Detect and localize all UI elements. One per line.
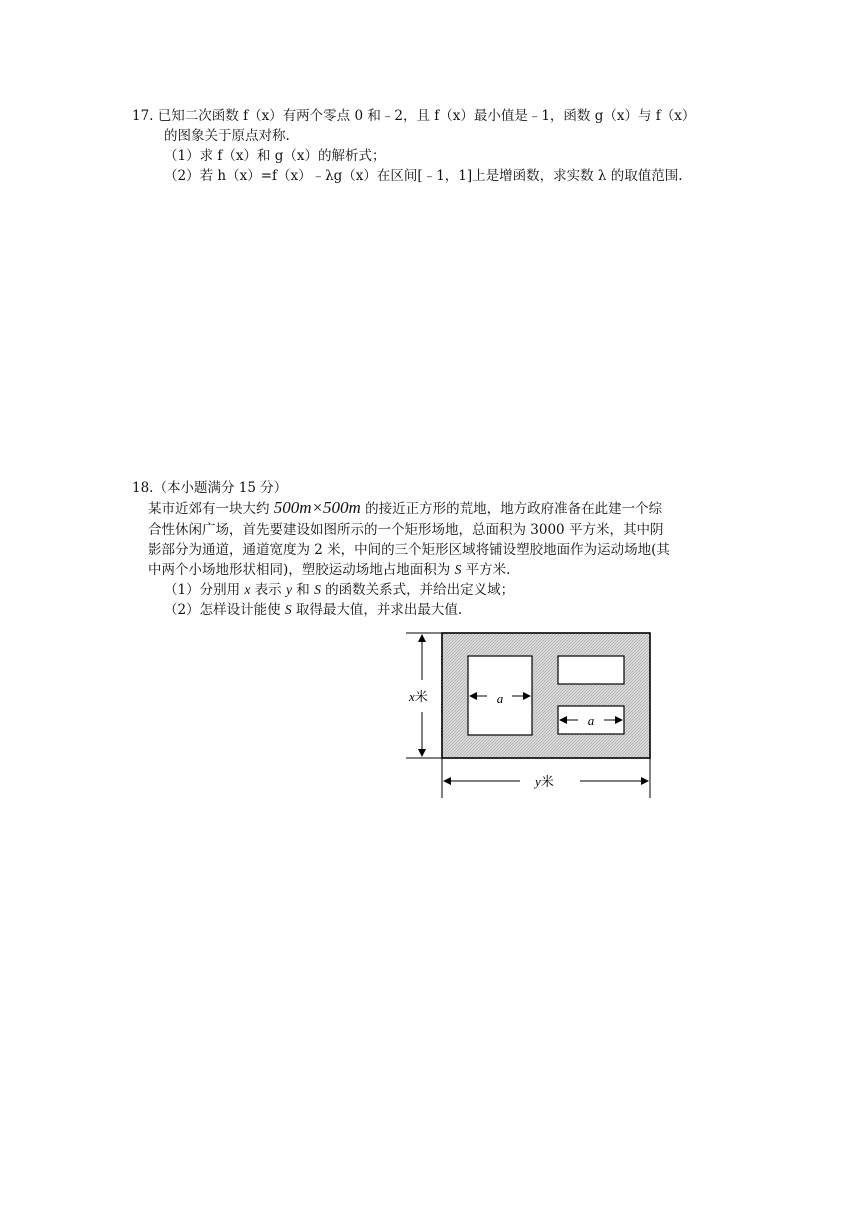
part1-b: 表示	[250, 582, 286, 598]
problem-18-header	[132, 478, 287, 498]
label-a-right: a	[587, 713, 595, 728]
problem-18-line-2: 合性休闲广场，首先要建设如图所示的一个矩形场地，总面积为 3000 平方米，其中阴	[148, 522, 664, 538]
part1-var-y: y	[285, 582, 292, 597]
problem-18-var-S: S	[454, 562, 462, 577]
problem-18-line-1-pre: 某市近郊有一块大约	[148, 501, 274, 517]
part1-var-x: x	[244, 582, 251, 597]
label-a-left: a	[496, 691, 504, 706]
problem-18-number: 18.	[132, 480, 154, 496]
part1-var-S: S	[314, 582, 321, 597]
problem-17-line-1	[132, 106, 695, 126]
part2-a: （2）怎样设计能使	[164, 602, 285, 618]
part1-c: 和	[291, 582, 315, 598]
problem-18-part-1	[164, 580, 514, 600]
part2-var-S: S	[284, 602, 292, 617]
problem-18-line-4-post: 平方米.	[461, 562, 511, 578]
problem-18-part-2	[164, 600, 462, 620]
part2-b: 取得最大值，并求出最大值.	[291, 602, 463, 618]
problem-17-part-2: （2）若 h（x）=f（x）﹣λg（x）在区间[﹣1，1]上是增函数，求实数 λ 的取值范围.	[164, 168, 683, 184]
problem-17-line-2: 的图象关于原点对称.	[164, 128, 290, 144]
problem-18-line-3: 影部分为通道，通道宽度为 2 米，中间的三个矩形区域将铺设塑胶地面作为运动场地(其	[148, 542, 670, 558]
problem-18-size-math: 500m×500m	[273, 498, 361, 517]
problem-18-line-4	[148, 560, 510, 580]
problem-18-score: （本小题满分 15 分）	[153, 480, 288, 496]
field-diagram	[400, 628, 660, 804]
problem-17-text-1: 已知二次函数 f（x）有两个零点 0 和﹣2，且 f（x）最小值是﹣1，函数 g（x）与 f（x）	[157, 108, 696, 124]
part1-a: （1）分别用	[164, 582, 245, 598]
label-x: x米	[409, 689, 428, 705]
small-court-top	[558, 656, 624, 684]
problem-17-number: 17.	[132, 108, 154, 124]
problem-18-line-1-post: 的接近正方形的荒地，地方政府准备在此建一个综	[360, 501, 663, 517]
problem-17-part-1: （1）求 f（x）和 g（x）的解析式；	[164, 148, 386, 164]
label-y: y米	[535, 774, 554, 790]
problem-18-line-1	[148, 498, 662, 519]
part1-d: 的函数关系式，并给出定义域；	[320, 582, 515, 598]
problem-18-line-4-pre: 中两个小场地形状相同)，塑胶运动场地占地面积为	[148, 562, 455, 578]
